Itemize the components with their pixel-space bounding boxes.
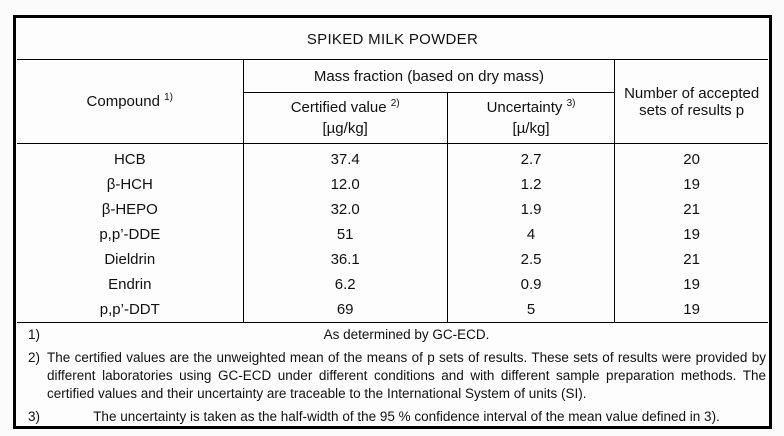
certified-value-cell: 12.0 bbox=[243, 172, 447, 197]
accepted-sets-cell: 19 bbox=[683, 176, 700, 193]
header-uncertainty-footnote-ref: 3) bbox=[566, 98, 576, 109]
certificate-table-frame bbox=[13, 15, 772, 429]
table-row bbox=[17, 297, 768, 323]
spiked-milk-powder-table bbox=[17, 19, 768, 429]
accepted-sets-cell: 19 bbox=[683, 301, 700, 318]
header-compound-label: Compound bbox=[86, 93, 160, 110]
uncertainty-cell: 1.9 bbox=[447, 197, 614, 222]
header-accepted-sets: Number of accepted sets of results p bbox=[615, 60, 768, 144]
header-mass-fraction: Mass fraction (based on dry mass) bbox=[243, 60, 615, 93]
footnote-text: As determined by GC-ECD. bbox=[323, 327, 490, 342]
header-compound-footnote-ref: 1) bbox=[164, 92, 173, 103]
footnote-text: The certified values are the unweighted mean of the means of p sets of results. These sets of results were provided by different laboratories using GC-ECD under different conditions and with different sample preparation methods. The certified values and their uncertainty are traceable to the International System of units (SI). bbox=[47, 350, 766, 401]
certified-value-cell: 37.4 bbox=[243, 144, 447, 173]
uncertainty-cell: 2.7 bbox=[447, 144, 614, 173]
compound-cell: p,p’-DDT bbox=[17, 297, 243, 323]
footnote-number: 1) bbox=[27, 327, 40, 342]
compound-cell: β-HEPO bbox=[17, 197, 243, 222]
table-title: SPIKED MILK POWDER bbox=[17, 19, 768, 60]
compound-cell: Dieldrin bbox=[17, 247, 243, 272]
accepted-sets-cell: 21 bbox=[683, 251, 700, 268]
table-row bbox=[17, 144, 768, 173]
certified-value-cell: 36.1 bbox=[243, 247, 447, 272]
footnote-number: 2) bbox=[27, 350, 40, 365]
footnotes-row bbox=[17, 323, 768, 430]
header-row-top bbox=[17, 60, 768, 93]
certified-value-cell: 6.2 bbox=[243, 272, 447, 297]
certified-value-cell: 32.0 bbox=[243, 197, 447, 222]
footnotes-section bbox=[17, 323, 768, 430]
footnote-number: 3) bbox=[27, 409, 40, 424]
uncertainty-cell: 5 bbox=[447, 297, 614, 323]
uncertainty-cell: 0.9 bbox=[447, 272, 614, 297]
header-certified-value-unit: [µg/kg] bbox=[322, 120, 368, 137]
table-title-row bbox=[17, 19, 768, 60]
accepted-sets-cell: 21 bbox=[683, 201, 700, 218]
header-uncertainty bbox=[447, 93, 614, 144]
uncertainty-cell: 4 bbox=[447, 222, 614, 247]
footnote-3 bbox=[17, 408, 768, 426]
table-row bbox=[17, 222, 768, 247]
compound-cell: p,p’-DDE bbox=[17, 222, 243, 247]
footnote-1 bbox=[17, 326, 768, 344]
compound-cell: HCB bbox=[17, 144, 243, 173]
footnote-2 bbox=[17, 349, 768, 403]
accepted-sets-cell: 20 bbox=[683, 151, 700, 168]
accepted-sets-cell: 19 bbox=[683, 226, 700, 243]
table-row bbox=[17, 272, 768, 297]
uncertainty-cell: 1.2 bbox=[447, 172, 614, 197]
header-certified-value-footnote-ref: 2) bbox=[390, 98, 400, 109]
uncertainty-cell: 2.5 bbox=[447, 247, 614, 272]
certified-value-cell: 51 bbox=[243, 222, 447, 247]
certified-value-cell: 69 bbox=[243, 297, 447, 323]
table-row bbox=[17, 247, 768, 272]
table-row bbox=[17, 197, 768, 222]
header-compound bbox=[17, 60, 243, 144]
accepted-sets-cell: 19 bbox=[683, 276, 700, 293]
header-certified-value bbox=[243, 93, 447, 144]
table-row bbox=[17, 172, 768, 197]
header-uncertainty-unit: [µ/kg] bbox=[512, 120, 550, 137]
header-uncertainty-label: Uncertainty $^{3)}$ bbox=[486, 98, 576, 116]
header-certified-value-label: Certified value $^{2)}$ bbox=[290, 98, 400, 116]
compound-cell: Endrin bbox=[17, 272, 243, 297]
footnote-text: The uncertainty is taken as the half-width of the 95 % confidence interval of the mean value defined in 3). bbox=[93, 409, 720, 424]
compound-cell: β-HCH bbox=[17, 172, 243, 197]
